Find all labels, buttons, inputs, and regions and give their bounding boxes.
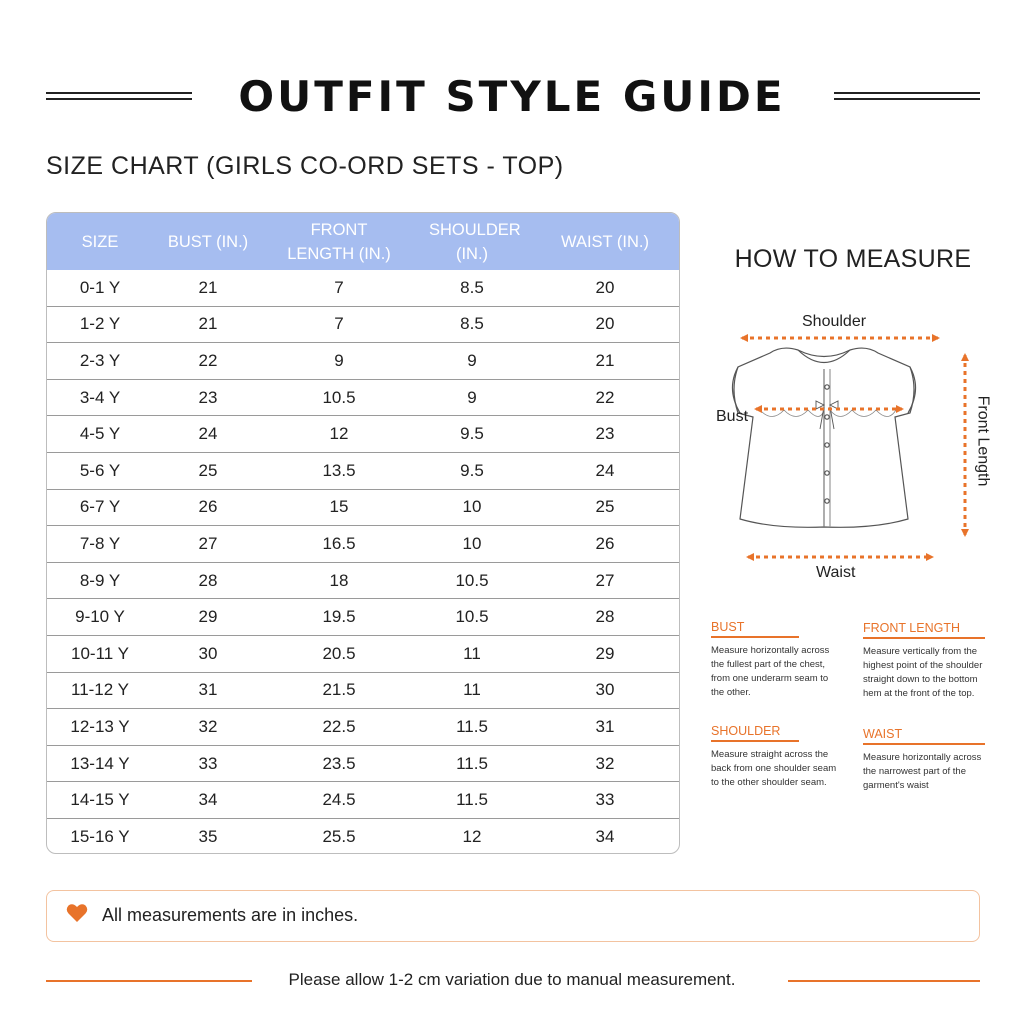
size-cell: 10-11 Y	[47, 635, 153, 672]
table-row	[47, 818, 680, 854]
size-cell: 9-10 Y	[47, 599, 153, 636]
front-length-cell: 15	[263, 489, 415, 526]
shoulder-cell: 11.5	[415, 709, 529, 746]
bust-definition-text: Measure horizontally across the fullest part of the chest, from one underarm seam to the other.	[711, 645, 830, 698]
shoulder-cell: 11	[415, 672, 529, 709]
waist-cell: 21	[529, 343, 680, 380]
waist-definition	[863, 727, 988, 793]
table-row	[47, 599, 680, 636]
front-length-cell: 23.5	[263, 745, 415, 782]
waist-cell: 30	[529, 672, 680, 709]
bust-cell: 27	[153, 526, 263, 563]
bust-definition-heading: BUST	[711, 620, 799, 638]
bust-definition	[711, 620, 836, 700]
front-length-cell: 25.5	[263, 818, 415, 854]
bust-cell: 21	[153, 306, 263, 343]
shoulder-definition-heading: SHOULDER	[711, 724, 799, 742]
page-title: OUTFIT STYLE GUIDE	[238, 72, 786, 121]
bust-cell: 31	[153, 672, 263, 709]
waist-cell: 32	[529, 745, 680, 782]
shoulder-cell: 11	[415, 635, 529, 672]
bust-cell: 24	[153, 416, 263, 453]
front-length-definition-heading: FRONT LENGTH	[863, 621, 985, 639]
bust-cell: 29	[153, 599, 263, 636]
header-shoulder: SHOULDER (IN.)	[415, 213, 529, 270]
table-row	[47, 452, 680, 489]
shoulder-label: Shoulder	[802, 313, 867, 330]
waist-cell: 24	[529, 452, 680, 489]
header-front-length: FRONT LENGTH (IN.)	[263, 213, 415, 270]
bust-cell: 32	[153, 709, 263, 746]
size-cell: 5-6 Y	[47, 452, 153, 489]
waist-definition-heading: WAIST	[863, 727, 985, 745]
shoulder-cell: 10	[415, 489, 529, 526]
bust-cell: 34	[153, 782, 263, 819]
table-row	[47, 635, 680, 672]
bust-cell: 21	[198, 277, 218, 297]
header-waist: WAIST (IN.)	[529, 213, 680, 270]
waist-definition-text: Measure horizontally across the narrowest part of the garment's waist	[863, 752, 982, 791]
table-row	[47, 709, 680, 746]
top-garment-icon	[732, 348, 915, 527]
front-length-cell: 12	[263, 416, 415, 453]
bust-cell: 22	[153, 343, 263, 380]
shoulder-cell: 12	[415, 818, 529, 854]
size-cell: 0-1 Y	[79, 277, 121, 297]
front-length-cell: 13.5	[263, 452, 415, 489]
waist-cell: 33	[529, 782, 680, 819]
waist-cell: 20	[595, 277, 615, 297]
shoulder-cell: 11.5	[415, 745, 529, 782]
size-cell: 4-5 Y	[47, 416, 153, 453]
heart-icon	[66, 903, 88, 923]
table-row	[47, 489, 680, 526]
size-cell: 7-8 Y	[47, 526, 153, 563]
front-length-cell: 16.5	[263, 526, 415, 563]
waist-cell: 20	[529, 306, 680, 343]
bust-cell: 26	[153, 489, 263, 526]
bust-cell: 30	[153, 635, 263, 672]
how-to-measure-title: HOW TO MEASURE	[734, 245, 972, 273]
size-chart-subtitle: SIZE CHART (GIRLS CO-ORD SETS - TOP)	[46, 152, 564, 180]
front-length-cell: 21.5	[263, 672, 415, 709]
table-body	[47, 270, 680, 854]
waist-cell: 23	[529, 416, 680, 453]
waist-cell: 27	[529, 562, 680, 599]
waist-cell: 26	[529, 526, 680, 563]
units-note: All measurements are in inches.	[102, 905, 359, 925]
front-length-cell: 22.5	[263, 709, 415, 746]
front-length-cell: 10.5	[263, 379, 415, 416]
front-length-cell: 24.5	[263, 782, 415, 819]
shoulder-cell: 8.5	[415, 306, 529, 343]
size-cell: 1-2 Y	[47, 306, 153, 343]
table-row	[47, 270, 680, 306]
waist-cell: 31	[529, 709, 680, 746]
variation-note: Please allow 1-2 cm variation due to manual measurement.	[288, 970, 736, 989]
size-cell: 6-7 Y	[47, 489, 153, 526]
waist-cell: 25	[529, 489, 680, 526]
table-header-row	[47, 213, 680, 270]
shoulder-definition-text: Measure straight across the back from one shoulder seam to the other shoulder seam.	[711, 749, 837, 788]
table-row	[47, 379, 680, 416]
table-row	[47, 306, 680, 343]
bust-cell: 25	[153, 452, 263, 489]
table-row	[47, 672, 680, 709]
waist-cell: 28	[529, 599, 680, 636]
waist-cell: 22	[529, 379, 680, 416]
table-row	[47, 745, 680, 782]
measurement-diagram	[712, 305, 1004, 590]
front-length-cell: 20.5	[263, 635, 415, 672]
bust-cell: 28	[153, 562, 263, 599]
size-cell: 12-13 Y	[47, 709, 153, 746]
shoulder-cell: 10	[415, 526, 529, 563]
shoulder-cell: 9	[415, 343, 529, 380]
title-rule-right	[834, 92, 980, 100]
front-length-cell: 19.5	[263, 599, 415, 636]
front-length-definition-text: Measure vertically from the highest point of the shoulder straight down to the bottom hem at the front of the top.	[863, 646, 983, 699]
waist-cell: 34	[529, 818, 680, 854]
shoulder-cell: 9.5	[415, 452, 529, 489]
shoulder-cell: 10.5	[415, 562, 529, 599]
shoulder-cell: 8.5	[460, 277, 484, 297]
header-bust: BUST (IN.)	[153, 213, 263, 270]
size-cell: 3-4 Y	[47, 379, 153, 416]
waist-cell: 29	[529, 635, 680, 672]
size-cell: 11-12 Y	[47, 672, 153, 709]
bust-cell: 23	[153, 379, 263, 416]
shoulder-cell: 9.5	[415, 416, 529, 453]
table-row	[47, 562, 680, 599]
shoulder-definition	[711, 724, 846, 790]
bust-label: Bust	[716, 408, 749, 425]
footer-rule-right	[788, 980, 980, 982]
front-length-definition	[863, 621, 988, 701]
shoulder-cell: 9	[415, 379, 529, 416]
header-size: SIZE	[47, 213, 153, 270]
front-length-label: Front Length	[974, 395, 992, 487]
size-cell: 14-15 Y	[47, 782, 153, 819]
front-length-cell: 9	[263, 343, 415, 380]
size-cell: 15-16 Y	[47, 818, 153, 854]
table-row	[47, 343, 680, 380]
size-cell: 2-3 Y	[47, 343, 153, 380]
front-length-cell: 7	[263, 306, 415, 343]
front-length-cell: 18	[263, 562, 415, 599]
table-row	[47, 416, 680, 453]
size-chart-table	[46, 212, 680, 854]
table-row	[47, 782, 680, 819]
shoulder-cell: 10.5	[415, 599, 529, 636]
shoulder-cell: 11.5	[415, 782, 529, 819]
size-cell: 8-9 Y	[47, 562, 153, 599]
waist-label: Waist	[816, 564, 856, 581]
front-length-cell: 7	[334, 277, 344, 297]
bust-cell: 35	[153, 818, 263, 854]
size-cell: 13-14 Y	[47, 745, 153, 782]
bust-cell: 33	[153, 745, 263, 782]
table-row	[47, 526, 680, 563]
